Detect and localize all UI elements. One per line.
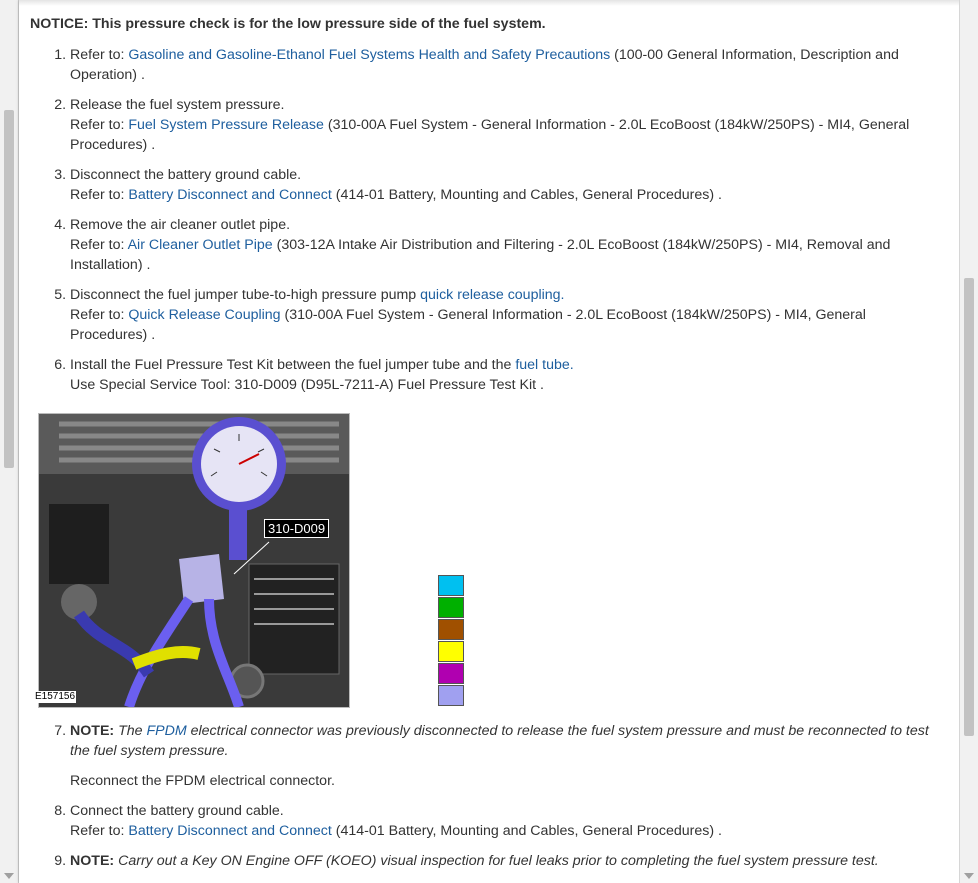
link-battery-disconnect-connect-2[interactable]: Battery Disconnect and Connect xyxy=(128,823,332,839)
refer-suffix: (303-12A Intake Air Distribution and Filtering - 2.0L EcoBoost (184kW/250PS) - MI4, Removal and Installation) . xyxy=(70,237,891,273)
top-divider xyxy=(19,0,960,6)
step-3 xyxy=(70,165,930,205)
figure xyxy=(35,407,930,707)
refer-suffix: (310-00A Fuel System - General Information - 2.0L EcoBoost (184kW/250PS) - MI4, General Procedures) . xyxy=(70,117,910,153)
step-text: 2. Release the fuel system pressure. xyxy=(70,97,285,113)
tool-callout-label: 310-D009 xyxy=(264,519,329,538)
link-air-cleaner-outlet-pipe[interactable]: Air Cleaner Outlet Pipe xyxy=(127,237,273,253)
step-8 xyxy=(70,801,930,841)
refer-suffix: (310-00A Fuel System - General Information - 2.0L EcoBoost (184kW/250PS) - MI4, General Procedures) . xyxy=(70,307,866,343)
refer-prefix: Refer to: xyxy=(70,237,128,253)
procedure-steps-continued xyxy=(30,721,930,871)
refer-suffix: (100-00 General Information, Description and Operation) . xyxy=(70,47,899,83)
step-text: 4. Remove the air cleaner outlet pipe. xyxy=(70,217,291,233)
link-quick-release-coupling-inline[interactable]: quick release coupling. xyxy=(420,287,565,303)
step-text: Reconnect the FPDM electrical connector. xyxy=(70,773,335,789)
link-health-safety-precautions[interactable]: Gasoline and Gasoline-Ethanol Fuel Systems Health and Safety Precautions xyxy=(128,47,611,63)
step-4 xyxy=(70,215,930,275)
step-text: Disconnect the fuel jumper tube-to-high pressure pump xyxy=(70,287,421,303)
swatch-green xyxy=(438,597,464,618)
right-scrollbar[interactable] xyxy=(959,0,978,883)
link-quick-release-coupling[interactable]: Quick Release Coupling xyxy=(128,307,281,323)
note-label: NOTE: xyxy=(70,723,115,739)
step-1 xyxy=(70,45,930,85)
procedure-content xyxy=(30,14,930,881)
refer-suffix: (414-01 Battery, Mounting and Cables, General Procedures) . xyxy=(331,823,722,839)
refer-suffix: (414-01 Battery, Mounting and Cables, General Procedures) . xyxy=(331,187,722,203)
step-text: 8. Connect the battery ground cable. xyxy=(70,803,284,819)
link-fuel-tube[interactable]: fuel tube. xyxy=(515,357,574,373)
special-tool-text: Use Special Service Tool: 310-D009 (D95L-7211-A) Fuel Pressure Test Kit . xyxy=(70,377,544,393)
figure-id: E157156 xyxy=(35,691,76,702)
procedure-steps xyxy=(30,45,930,395)
step-text: Install the Fuel Pressure Test Kit between the fuel jumper tube and the xyxy=(70,357,516,373)
right-scroll-down-arrow-icon[interactable] xyxy=(964,873,974,879)
right-scrollbar-thumb[interactable] xyxy=(964,278,974,736)
refer-prefix: Refer to: xyxy=(70,187,129,203)
swatch-cyan xyxy=(438,575,464,596)
step-6 xyxy=(70,355,930,395)
color-swatches xyxy=(438,575,464,707)
swatch-brown xyxy=(438,619,464,640)
link-fuel-system-pressure-release[interactable]: Fuel System Pressure Release xyxy=(128,117,324,133)
swatch-lavender xyxy=(438,685,464,706)
refer-prefix: Refer to: xyxy=(70,823,129,839)
step-text: 3. Disconnect the battery ground cable. xyxy=(70,167,302,183)
refer-prefix: Refer to: xyxy=(70,47,129,63)
note-text: Carry out a Key ON Engine OFF (KOEO) visual inspection for fuel leaks prior to completing the fuel system pressure test. xyxy=(114,853,879,869)
step-2 xyxy=(70,95,930,155)
link-fpdm[interactable]: FPDM xyxy=(146,723,187,739)
note-label: NOTE: xyxy=(70,853,115,869)
link-battery-disconnect-connect[interactable]: Battery Disconnect and Connect xyxy=(128,187,332,203)
step-7 xyxy=(70,721,930,791)
note-text: electrical connector was previously disconnected to release the fuel system pressure and must be reconnected to test the fuel system pressure. xyxy=(70,723,929,759)
fuel-pressure-gauge-photo xyxy=(38,413,350,708)
left-scrollbar[interactable] xyxy=(0,0,19,883)
step-9 xyxy=(70,851,930,871)
swatch-magenta xyxy=(438,663,464,684)
step-5 xyxy=(70,285,930,345)
gauge-illustration-icon xyxy=(39,414,349,707)
swatch-yellow xyxy=(438,641,464,662)
refer-prefix: Refer to: xyxy=(70,307,129,323)
note-text: The xyxy=(114,723,147,739)
left-scrollbar-thumb[interactable] xyxy=(4,110,14,468)
notice-text: NOTICE: This pressure check is for the low pressure side of the fuel system. xyxy=(30,16,546,32)
left-scroll-down-arrow-icon[interactable] xyxy=(4,873,14,879)
refer-prefix: Refer to: xyxy=(70,117,129,133)
